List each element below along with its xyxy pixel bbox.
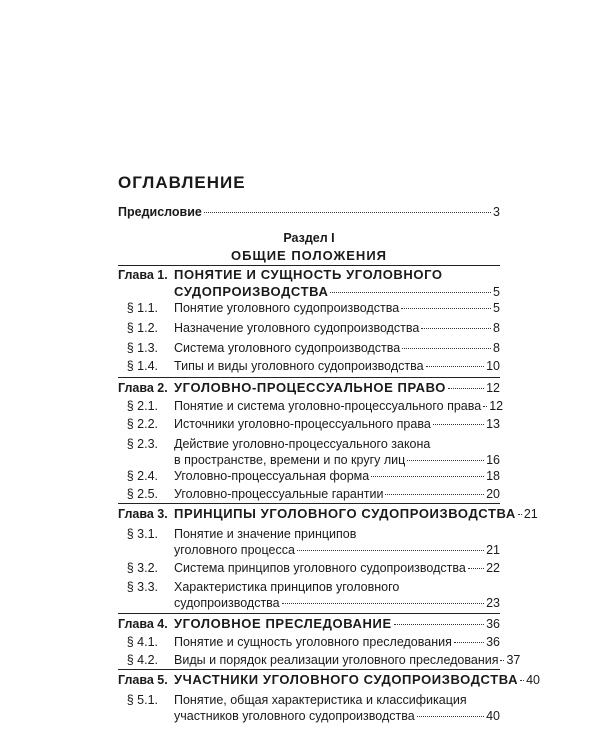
page-number: 13 <box>486 417 500 431</box>
section-label: Раздел I <box>283 231 335 245</box>
page-number: 12 <box>489 399 504 413</box>
entry-text: Система принципов уголовного судопроизводства <box>174 561 466 575</box>
page-number: 23 <box>486 596 500 610</box>
toc-entry-4-2[interactable] <box>118 650 521 670</box>
leader-dots <box>421 328 491 329</box>
chapter-title-line: УЧАСТНИКИ УГОЛОВНОГО СУДОПРОИЗВОДСТВА <box>174 672 519 687</box>
paragraph-number: § 2.5. <box>126 487 158 501</box>
entry-text: Виды и порядок реализации уголовного преследования <box>174 653 499 667</box>
chapter-title-line: УГОЛОВНО-ПРОЦЕССУАЛЬНОЕ ПРАВО <box>174 380 446 395</box>
page-number: 40 <box>486 709 500 723</box>
toc-entry-1-2[interactable] <box>118 318 500 338</box>
leader-dots <box>483 406 487 407</box>
leader-dots <box>282 603 484 604</box>
toc-entry-5-1-cont[interactable] <box>118 706 500 726</box>
chapter-number: Глава 5. <box>118 673 168 687</box>
paragraph-number: § 1.2. <box>126 321 158 335</box>
entry-text: уголовного процесса <box>174 543 295 557</box>
entry-text: Уголовно-процессуальные гарантии <box>174 487 384 501</box>
paragraph-number: § 1.4. <box>126 359 158 373</box>
section-heading <box>118 229 500 265</box>
toc-entry-1-1[interactable] <box>118 298 500 318</box>
toc-entry-3-3-cont[interactable] <box>118 593 500 613</box>
leader-dots <box>407 460 484 461</box>
leader-dots <box>454 642 484 643</box>
toc-entry-preface[interactable] <box>118 205 500 219</box>
toc-entry-1-3[interactable] <box>118 338 500 358</box>
page-number: 40 <box>526 673 540 687</box>
page-number: 21 <box>523 507 538 521</box>
paragraph-number: § 3.3. <box>126 580 158 594</box>
leader-dots <box>402 348 491 349</box>
leader-dots <box>401 308 491 309</box>
leader-dots <box>204 212 491 213</box>
paragraph-number: § 1.3. <box>126 341 158 355</box>
paragraph-number: § 4.1. <box>126 635 158 649</box>
leader-dots <box>500 660 504 661</box>
leader-dots <box>371 476 484 477</box>
page-number: 18 <box>486 469 500 483</box>
chapter-title-line: ПРИНЦИПЫ УГОЛОВНОГО СУДОПРОИЗВОДСТВА <box>174 506 516 521</box>
entry-text: Понятие и система уголовно-процессуального права <box>174 399 482 413</box>
entry-text: Типы и виды уголовного судопроизводства <box>174 359 424 373</box>
leader-dots <box>394 624 484 625</box>
entry-text-line: Понятие, общая характеристика и классификация <box>174 693 467 707</box>
toc-entry-2-2[interactable] <box>118 414 500 434</box>
page-number: 21 <box>486 543 500 557</box>
chapter-title-line: УГОЛОВНОЕ ПРЕСЛЕДОВАНИЕ <box>174 616 392 631</box>
leader-dots <box>468 568 484 569</box>
section-title: ОБЩИЕ ПОЛОЖЕНИЯ <box>230 248 388 263</box>
chapter-3-title[interactable] <box>118 504 538 524</box>
entry-text-line: Понятие и значение принципов <box>174 527 357 541</box>
leader-dots <box>385 494 484 495</box>
toc-entry-3-2[interactable] <box>118 558 500 578</box>
chapter-title-line: СУДОПРОИЗВОДСТВА <box>174 284 329 299</box>
toc-entry-2-5[interactable] <box>118 484 500 504</box>
entry-text-line: Характеристика принципов уголовного <box>174 580 400 594</box>
entry-text: Понятие уголовного судопроизводства <box>174 301 400 315</box>
page-number: 5 <box>493 285 500 299</box>
toc-entry-2-4[interactable] <box>118 466 500 486</box>
entry-text: Назначение уголовного судопроизводства <box>174 321 420 335</box>
chapter-number: Глава 1. <box>118 268 168 282</box>
preface-label: Предисловие <box>118 205 202 219</box>
entry-text: судопроизводства <box>174 596 280 610</box>
paragraph-number: § 2.3. <box>126 437 158 451</box>
chapter-number: Глава 4. <box>118 617 168 631</box>
chapter-number: Глава 2. <box>118 381 168 395</box>
chapter-title-line: ПОНЯТИЕ И СУЩНОСТЬ УГОЛОВНОГО <box>174 267 443 282</box>
page-number: 22 <box>486 561 500 575</box>
entry-text: участников уголовного судопроизводства <box>174 709 415 723</box>
leader-dots <box>330 292 491 293</box>
paragraph-number: § 3.1. <box>126 527 158 541</box>
toc-entry-2-1[interactable] <box>118 396 504 416</box>
page-number: 10 <box>486 359 500 373</box>
toc-entry-3-1-cont[interactable] <box>118 540 500 560</box>
entry-text: Уголовно-процессуальная форма <box>174 469 370 483</box>
toc-entry-1-4[interactable] <box>118 356 500 376</box>
page-number: 8 <box>493 321 500 335</box>
leader-dots <box>448 388 484 389</box>
page-number: 5 <box>493 301 500 315</box>
paragraph-number: § 1.1. <box>126 301 158 315</box>
page-number: 37 <box>506 653 521 667</box>
leader-dots <box>518 514 522 515</box>
chapter-2-title[interactable] <box>118 378 500 398</box>
leader-dots <box>433 424 484 425</box>
paragraph-number: § 3.2. <box>126 561 158 575</box>
page-number: 3 <box>493 205 500 219</box>
page-number: 36 <box>486 635 500 649</box>
chapter-5-title[interactable] <box>118 670 540 690</box>
chapter-number: Глава 3. <box>118 507 168 521</box>
page-number: 20 <box>486 487 500 501</box>
paragraph-number: § 5.1. <box>126 693 158 707</box>
entry-text: Понятие и сущность уголовного преследования <box>174 635 452 649</box>
leader-dots <box>426 366 485 367</box>
page-number: 16 <box>486 453 500 467</box>
chapter-4-title[interactable] <box>118 614 500 634</box>
page-number: 12 <box>486 381 500 395</box>
entry-text: Система уголовного судопроизводства <box>174 341 401 355</box>
toc-entry-4-1[interactable] <box>118 632 500 652</box>
entry-text: в пространстве, времени и по кругу лиц <box>174 453 406 467</box>
entry-text: Источники уголовно-процессуального права <box>174 417 431 431</box>
entry-text-line: Действие уголовно-процессуального закона <box>174 437 431 451</box>
leader-dots <box>297 550 484 551</box>
paragraph-number: § 2.1. <box>126 399 158 413</box>
page-number: 36 <box>486 617 500 631</box>
paragraph-number: § 2.2. <box>126 417 158 431</box>
page-title: ОГЛАВЛЕНИЕ <box>118 173 246 192</box>
leader-dots <box>520 680 524 681</box>
page-number: 8 <box>493 341 500 355</box>
paragraph-number: § 2.4. <box>126 469 158 483</box>
leader-dots <box>417 716 484 717</box>
paragraph-number: § 4.2. <box>126 653 158 667</box>
